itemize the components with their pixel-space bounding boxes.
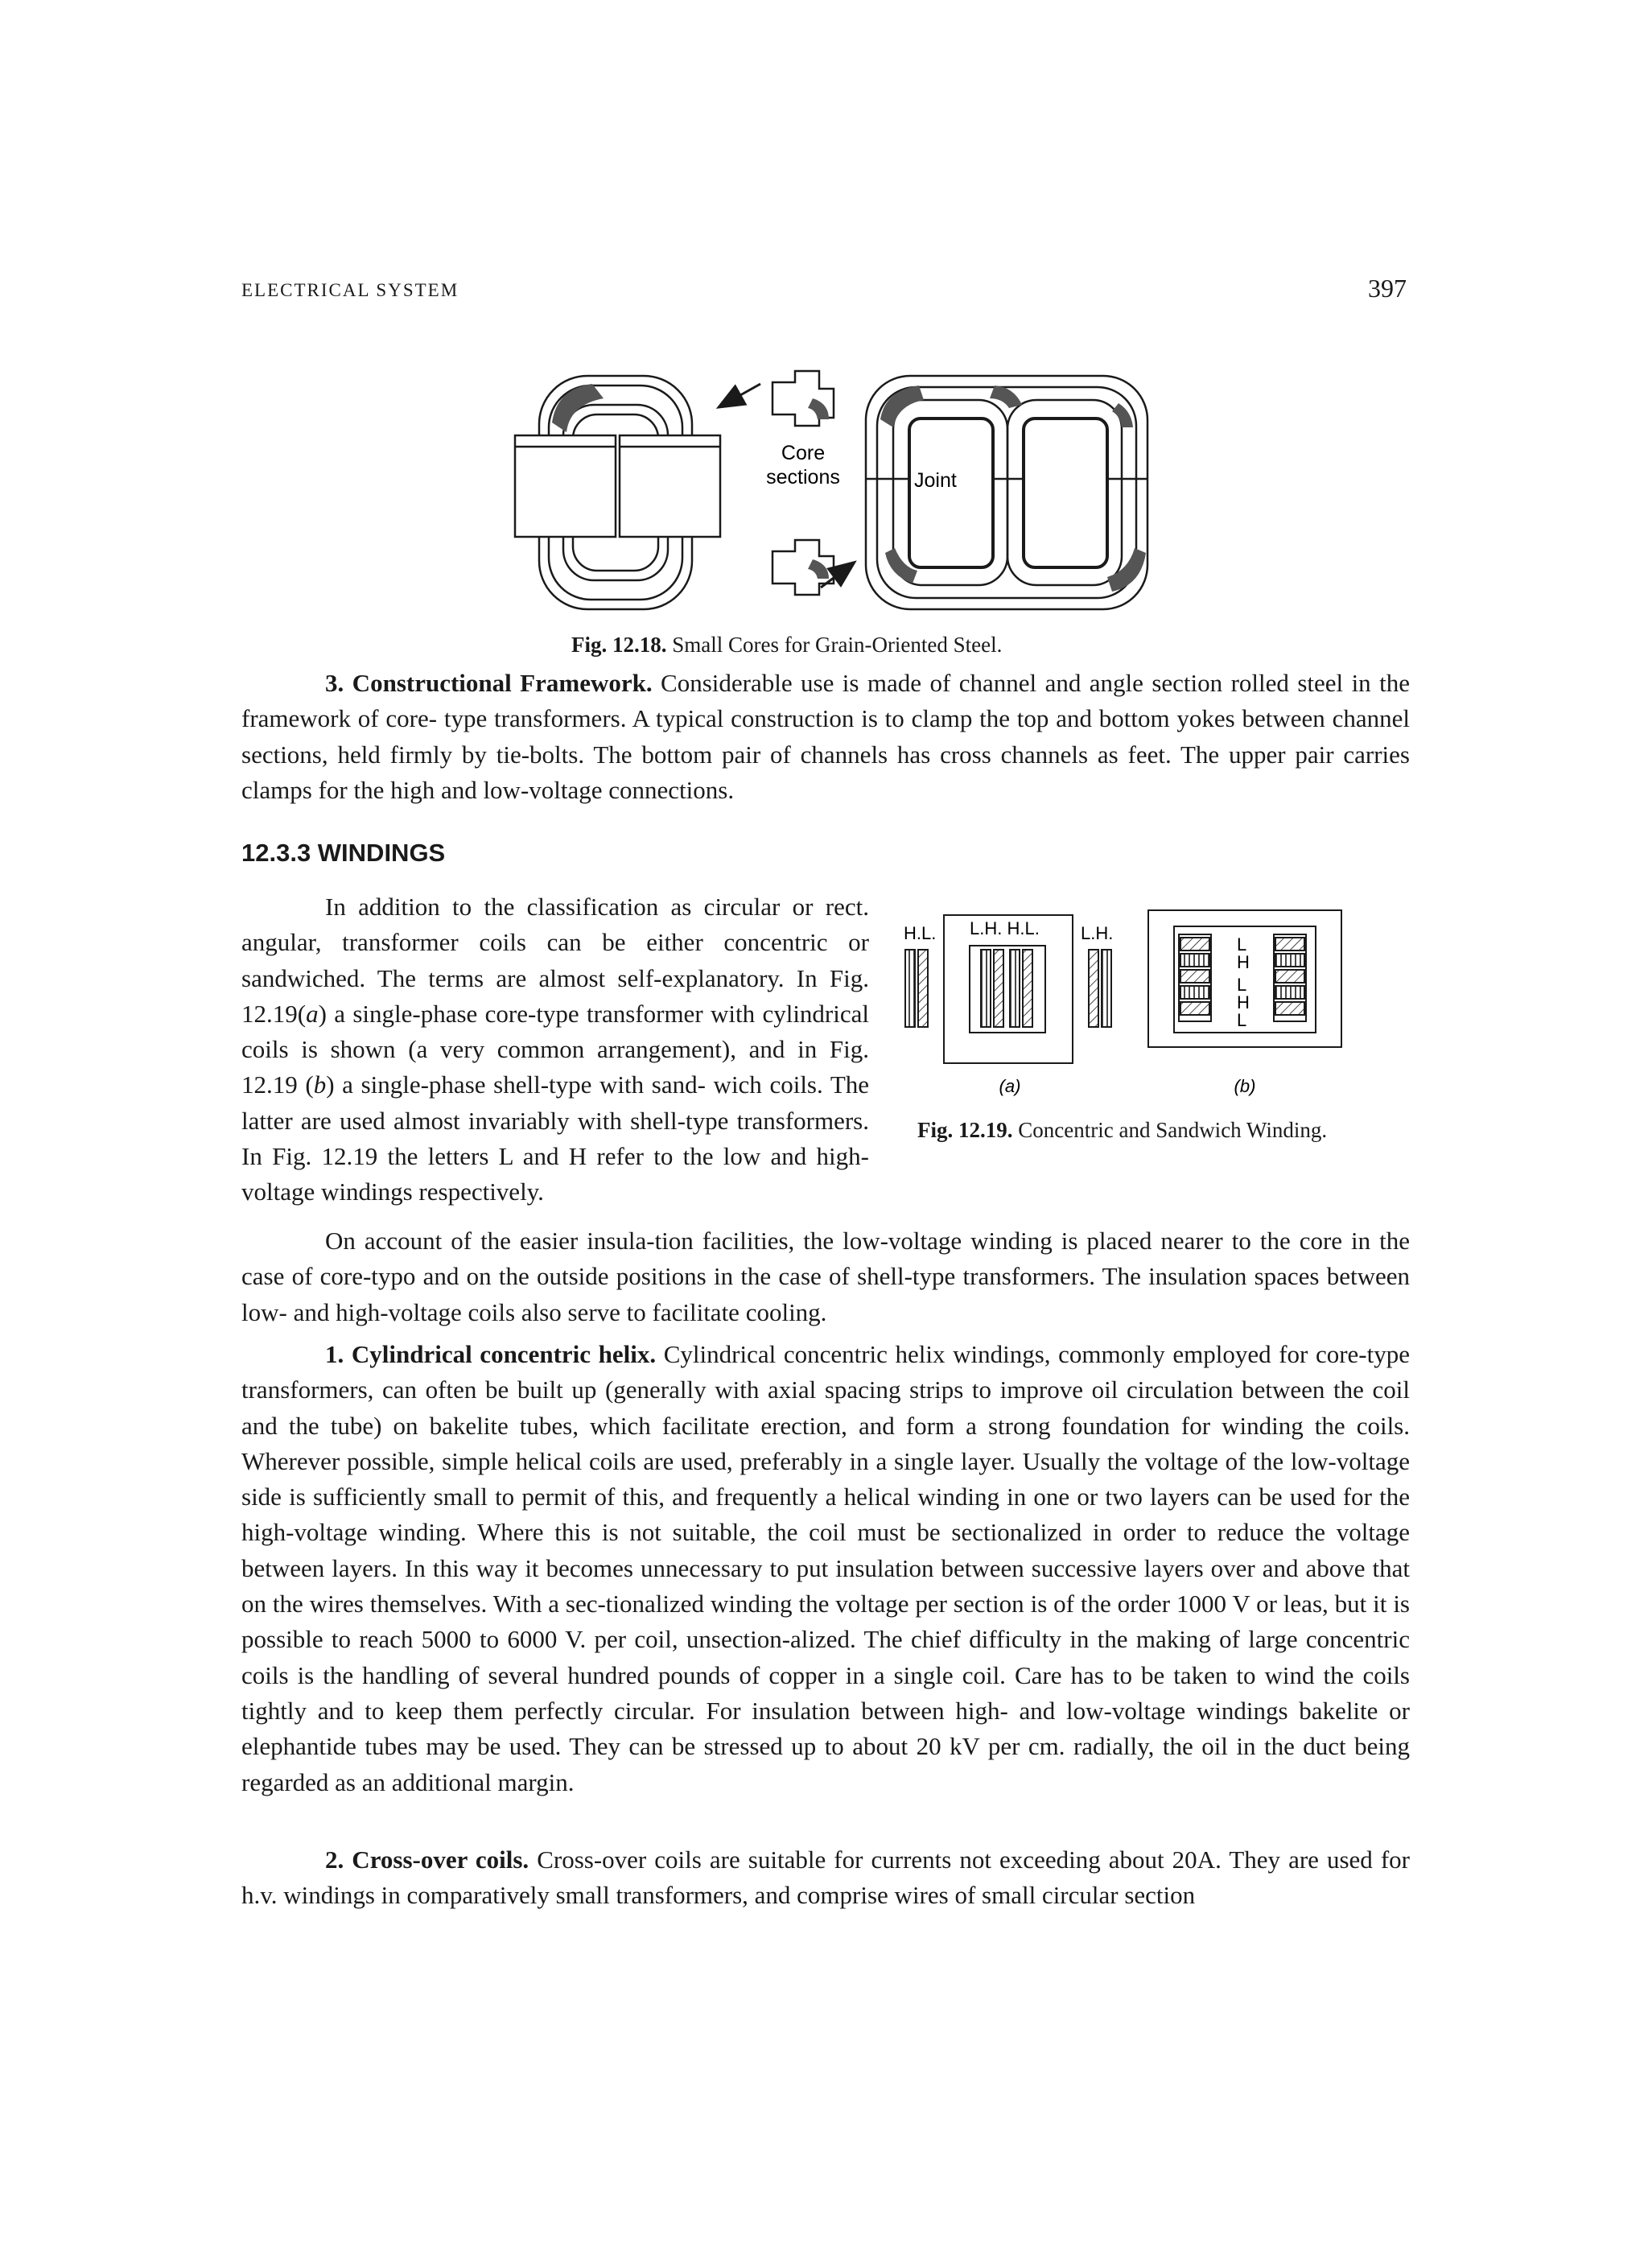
windings-heading: 12.3.3 WINDINGS [241, 839, 446, 867]
constructional-framework-paragraph [241, 666, 1410, 808]
figure-12-19 [897, 905, 1404, 1107]
constructional-framework-title: 3. Constructional Framework. [325, 669, 653, 697]
fig-12-19-caption-text: Concentric and Sandwich Winding. [1012, 1118, 1328, 1142]
stack-letter-1: L [1237, 934, 1247, 955]
fig-12-19-caption [917, 1118, 1327, 1143]
fig-12-18-caption-text: Small Cores for Grain-Oriented Steel. [666, 633, 1003, 657]
insulation-text: On account of the easier insula-tion facilities, the low-voltage winding is placed nearer to the core in the case of core-typo and on the outside positions in the case of shell-type transformers. The insulation spaces between low- and high-voltage coils also serve to facilitate cooling. [241, 1227, 1410, 1326]
stack-letter-3: L [1237, 975, 1247, 995]
figure-12-18 [483, 366, 1175, 624]
cross-over-coils-title: 2. Cross-over coils. [325, 1845, 529, 1874]
sub-label-a: (a) [999, 1076, 1021, 1096]
shell-core-drawing [866, 376, 1147, 609]
cylindrical-helix-paragraph [241, 1337, 1410, 1800]
fig-12-18-caption [571, 633, 1002, 658]
cylindrical-helix-text: Cylindrical concentric helix windings, commonly employed for core-type transformers, can often be built up (generally with axial spacing strips to improve oil circulation between the coil and the tube) on bakelite tubes, which facilitate erection, and form a strong foundation for winding the coils. Wherever possible, simple helical coils are used, preferably in a single layer. Usually the voltage of the low-voltage side is sufficiently small to permit of this, and frequently a helical winding in one or two layers can be used for the high-voltage winding. Where this is not suitable, the coil must be sectionalized in order to reduce the voltage between layers. In this way it becomes unnecessary to put insulation between successive layers over and above that on the wires themselves. With a sec-tionalized winding the voltage per section is of the order 1000 V or leas, but it is possible to reach 5000 to 6000 V. per coil, unsection-alized. The chief difficulty in the making of large concentric coils is the handling of several hundred pounds of copper in a single coil. Care has to be taken to wind the coils tightly and to keep them perfectly circular. For insulation between high- and low-voltage windings bakelite or elephantide tubes may be used. They can be stressed up to about 20 kV per cm. radially, the oil in the duct being regarded as an additional margin. [241, 1340, 1411, 1796]
cross-over-coils-paragraph [241, 1842, 1410, 1914]
fig-12-19-caption-number: Fig. 12.19. [917, 1118, 1013, 1142]
windings-intro-paragraph [241, 889, 869, 1210]
intro-a-letter: a [306, 999, 319, 1028]
stack-letter-4: H [1237, 992, 1250, 1012]
cylindrical-helix-title: 1. Cylindrical concentric helix. [325, 1340, 657, 1368]
running-head: ELECTRICAL SYSTEM [241, 280, 459, 300]
page-number: 397 [1368, 274, 1407, 303]
joint-label: Joint [914, 469, 957, 492]
intro-text-1: In addition to the classification as circular or rect. angular, transformer coils can be either concentric or sandwiched. The terms are almost self-explanatory. In Fig. 12.19( [241, 893, 869, 1028]
cross-over-coils-text: Cross-over coils are suitable for currents not exceeding about 20A. They are used for h.v. windings in comparatively small transformers, and comprise wires of small circular section [241, 1845, 1410, 1910]
constructional-framework-text: Considerable use is made of channel and angle section rolled steel in the framework of core- type transformers. A typical construction is to clamp the top and bottom yokes between channel sections, held firmly by tie-bolts. The bottom pair of channels has cross channels as feet. The upper pair carries clamps for the high and low-voltage connections. [241, 669, 1410, 804]
fig-12-18-caption-number: Fig. 12.18. [571, 633, 667, 657]
stack-letter-2: H [1237, 952, 1250, 972]
intro-text-3: ) a single-phase shell-type with sand- wich coils. The latter are used almost invariably with shell-type transformers. In Fig. 12.19 the letters L and H refer to the low and high-voltage windings respectively. [241, 1070, 870, 1206]
stack-letter-5: L [1237, 1010, 1247, 1030]
label-hl-left: H.L. [904, 923, 937, 943]
intro-b-letter: b [313, 1070, 327, 1099]
label-lh-hl: L.H. H.L. [970, 918, 1040, 938]
sub-label-b: (b) [1234, 1076, 1256, 1096]
insulation-paragraph [241, 1223, 1410, 1330]
wound-core-drawing [515, 376, 720, 609]
core-label-line2: sections [766, 466, 840, 489]
core-label-line1: Core [781, 442, 826, 464]
label-lh-right: L.H. [1081, 923, 1114, 943]
arrow-upper [720, 384, 760, 406]
intro-text-2: ) a single-phase core-type transformer with cylindrical coils is shown (a very common arrangement), and in Fig. 12.19 ( [241, 999, 869, 1099]
